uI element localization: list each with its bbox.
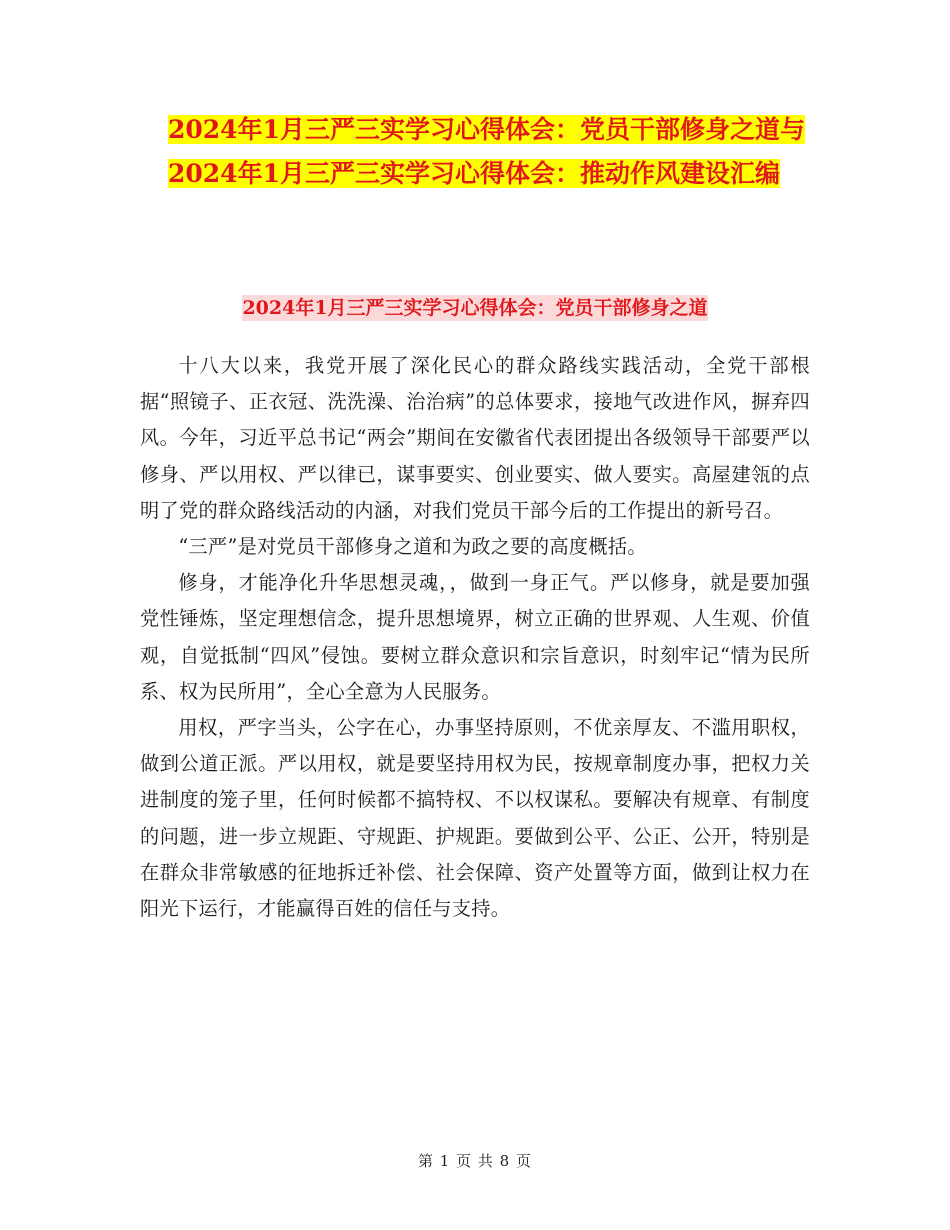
paragraph-1: 十八大以来，我党开展了深化民心的群众路线实践活动，全党干部根据“照镜子、正衣冠、洗洗澡、治治病”的总体要求，接地气改进作风，摒弃四风。今年，习近平总书记“两会”期间在安徽省代表团提出各级领导干部要严以修身、严以用权、严以律已，谋事要实、创业要实、做人要实。高屋建瓴的点明了党的群众路线活动的内涵，对我们党员干部今后的工作提出的新号召。: [140, 354, 810, 522]
document-body: [140, 348, 810, 927]
paragraph-3: 修身，才能净化升华思想灵魂，，做到一身正气。严以修身，就是要加强党性锤炼，坚定理想信念，提升思想境界，树立正确的世界观、人生观、价值观，自觉抵制“四风”侵蚀。要树立群众意识和宗旨意识，时刻牢记“情为民所系、权为民所用”，全心全意为人民服务。: [140, 571, 810, 703]
section-title: [0, 290, 950, 326]
main-title-text: 2024年1月三严三实学习心得体会：党员干部修身之道与2024年1月三严三实学习心得体会：推动作风建设汇编: [168, 115, 805, 188]
section-title-text: 2024年1月三严三实学习心得体会：党员干部修身之道: [242, 297, 708, 319]
paragraph-2: “三严”是对党员干部修身之道和为政之要的高度概括。: [178, 535, 647, 559]
page-footer: 第 1 页 共 8 页: [418, 1152, 532, 1170]
paragraph-4: 用权，严字当头，公字在心，办事坚持原则，不优亲厚友、不滥用职权，做到公道正派。严以用权，就是要坚持用权为民，按规章制度办事，把权力关进制度的笼子里，任何时候都不搞特权、不以权谋私。要解决有规章、有制度的问题，进一步立规距、守规距、护规距。要做到公平、公正、公开，特别是在群众非常敏感的征地拆迁补偿、社会保障、资产处置等方面，做到让权力在阳光下运行，才能赢得百姓的信任与支持。: [140, 716, 810, 921]
main-title: [168, 108, 808, 196]
